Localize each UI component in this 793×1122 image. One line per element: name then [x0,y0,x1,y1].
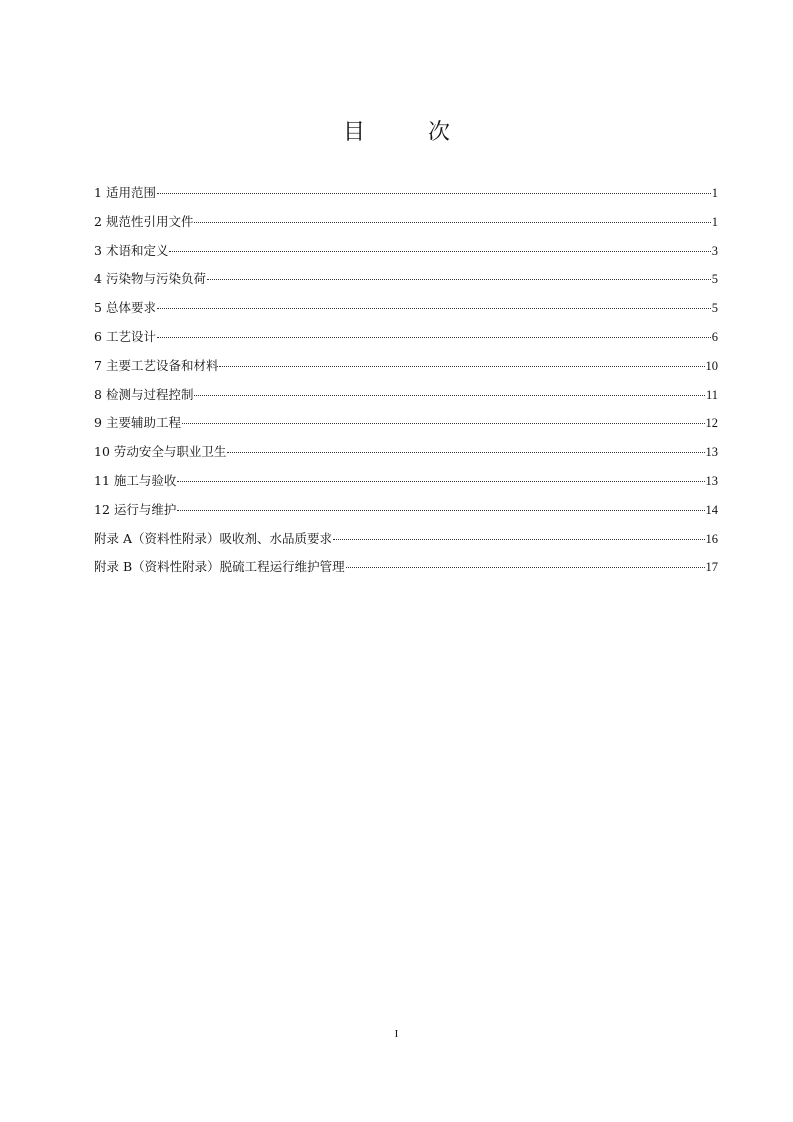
toc-label: 附录 B（资料性附录）脱硫工程运行维护管理 [94,559,345,575]
dot-leader [182,423,705,424]
toc-page-number: 10 [705,358,718,373]
toc-label: 劳动安全与职业卫生 [113,444,227,460]
toc-entry[interactable] [94,528,718,557]
page-number-footer: I [394,1028,399,1040]
toc-page-number: 6 [711,329,718,344]
table-of-contents [94,182,718,585]
dot-leader [194,222,710,223]
toc-entry[interactable] [94,240,718,269]
toc-label: 规范性引用文件 [105,213,194,229]
toc-number: 6 [94,328,106,344]
page-title: 目 次 [343,120,478,145]
dot-leader [207,279,711,280]
toc-entry[interactable] [94,268,718,297]
toc-label: 运行与维护 [113,501,177,517]
dot-leader [177,510,704,511]
toc-page-number: 13 [705,445,718,460]
toc-number: 10 [94,444,114,460]
toc-label: 检测与过程控制 [105,386,194,402]
toc-page-number: 13 [705,473,718,488]
toc-entry[interactable] [94,211,718,240]
toc-entry[interactable] [94,556,718,585]
toc-label: 工艺设计 [105,328,156,344]
toc-page-number: 5 [711,301,718,316]
toc-number: 4 [94,271,106,287]
toc-entry[interactable] [94,384,718,413]
toc-page-number: 12 [705,416,718,431]
toc-page-number: 1 [711,214,718,229]
toc-page-number: 3 [711,243,718,258]
toc-entry[interactable] [94,182,718,211]
dot-leader [194,395,705,396]
toc-number: 7 [94,357,106,373]
toc-page-number: 17 [705,560,718,575]
toc-label: 污染物与污染负荷 [105,271,206,287]
dot-leader [219,366,704,367]
toc-label: 术语和定义 [105,242,169,258]
toc-entry[interactable] [94,470,718,499]
toc-entry[interactable] [94,355,718,384]
toc-number: 9 [94,415,106,431]
toc-page-number: 14 [705,502,718,517]
toc-number: 2 [94,213,106,229]
toc-entry[interactable] [94,499,718,528]
dot-leader [227,452,704,453]
toc-label: 适用范围 [105,185,156,200]
toc-label: 主要工艺设备和材料 [105,357,219,373]
toc-number: 1 [94,185,106,200]
toc-label: 附录 A（资料性附录）吸收剂、水品质要求 [94,530,333,546]
toc-page-number: 16 [705,531,718,546]
toc-page-number: 11 [705,387,718,402]
dot-leader [157,193,711,194]
toc-page-number: 5 [711,272,718,287]
toc-entry[interactable] [94,412,718,441]
dot-leader [346,567,705,568]
dot-leader [177,481,704,482]
dot-leader [169,251,710,252]
toc-entry[interactable] [94,297,718,326]
toc-label: 施工与验收 [113,472,177,488]
toc-number: 8 [94,386,106,402]
toc-label: 总体要求 [105,300,156,316]
toc-number: 5 [94,300,106,316]
toc-number: 3 [94,242,106,258]
dot-leader [333,539,704,540]
dot-leader [157,337,711,338]
toc-entry[interactable] [94,326,718,355]
toc-number: 11 [94,472,114,488]
toc-label: 主要辅助工程 [105,415,181,431]
toc-entry[interactable] [94,441,718,470]
toc-number: 12 [94,501,114,517]
toc-page-number: 1 [711,186,718,200]
dot-leader [157,308,711,309]
